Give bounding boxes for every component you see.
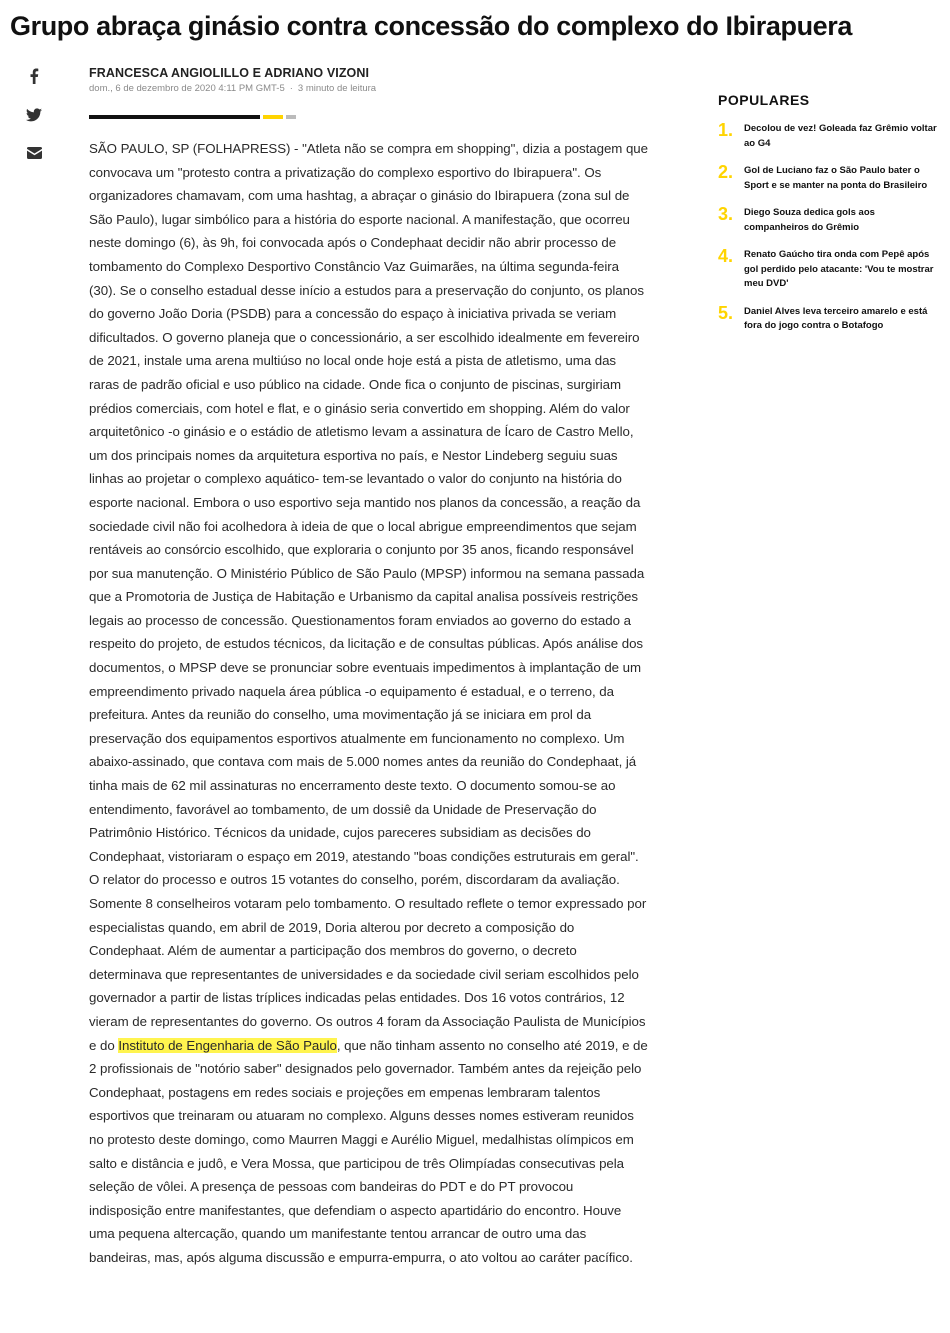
reading-time: 3 minuto de leitura bbox=[297, 83, 377, 94]
popular-sidebar bbox=[718, 92, 940, 345]
meta-separator: · bbox=[289, 83, 293, 94]
popular-title[interactable]: Diego Souza dedica gols aos companheiros do Grêmio bbox=[744, 207, 875, 233]
body-text-part-1: SÃO PAULO, SP (FOLHAPRESS) - "Atleta não se compra em shopping", dizia a postagem que convocava um "protesto contra a privatização do complexo esportivo do Ibirapuera". Os organizadores chamavam, com uma hashtag, a abraçar o ginásio do Ibirapuera (zona sul de São Paulo), lugar simbólico para a história do esporte nacional. A manifestação, que ocorreu neste domingo (6), às 9h, foi convocada após o Condephaat decidir não abrir processo de tombamento do Complexo Desportivo Constâncio Vaz Guimarães, na última segunda-feira (30). Se o conselho estadual desse início a estudos para a preservação do conjunto, os planos do governo João Doria (PSDB) para a concessão do espaço à iniciativa privada se veriam dificultados. O governo planeja que o concessionário, a ser escolhido idealmente em fevereiro de 2021, instale uma arena multiúso no local onde hoje está a pista de atletismo, uma das raras de padrão oficial e uso público na cidade. Onde fica o conjunto de piscinas, surgiriam prédios comerciais, com hotel e flat, e o ginásio seria convertido em shopping. Além do valor arquitetônico -o ginásio e o estádio de atletismo levam a assinatura de Ícaro de Castro Mello, um dos principais nomes da arquitetura esportiva no país, e Nestor Lindeberg seguiu suas linhas ao projetar o complexo aquático- tem-se levantado o valor do conjunto na história do esporte nacional. Embora o uso esportivo seja mantido nos planos da concessão, a reação da sociedade civil não foi acolhedora à ideia de que o local abrigue empreendimentos que sejam rentáveis ao consórcio escolhido, que exploraria o conjunto por 35 anos, ficando responsável por sua manutenção. O Ministério Público de São Paulo (MPSP) informou na semana passada que a Promotoria de Justiça de Habitação e Urbanismo da capital analisa possíveis restrições legais ao processo de concessão. Questionamentos foram enviados ao governo do estado a respeito do projeto, de estudos técnicos, da licitação e de consultas públicas. Após análise dos documentos, o MPSP deve se pronunciar sobre eventuais impedimentos à implantação de um empreendimento privado naquela área pública -o equipamento é estadual, e o terreno, da prefeitura. Antes da reunião do conselho, uma movimentação já se iniciara em prol da preservação dos equipamentos esportivos atualmente em funcionamento no complexo. Um abaixo-assinado, que contava com mais de 5.000 nomes antes da reunião do Condephaat, já tinha mais de 62 mil assinaturas no encerramento deste texto. O documento somou-se ao entendimento, favorável ao tombamento, de um dossiê da Unidade de Preservação do Patrimônio Histórico. Técnicos da unidade, cujos pareceres subsidiam as decisões do Condephaat, vistoriaram o espaço em 2019, atestando "boas condições estruturais em geral". O relator do processo e outros 15 votantes do conselho, porém, discordaram da avaliação. Somente 8 conselheiros votaram pelo tombamento. O resultado reflete o temor expressado por especialistas quando, em abril de 2019, Doria alterou por decreto a composição do Condephaat. Além de aumentar a participação dos membros do governo, o decreto determinava que representantes de universidades e da sociedade civil seriam escolhidos pelo governador a partir de listas tríplices indicadas pelas entidades. Dos 16 votos contrários, 12 vieram de representantes do governo. Os outros 4 foram da Associação Paulista de Municípios e do bbox=[89, 141, 648, 1053]
body-text-part-2: , que não tinham assento no conselho até 2019, e de 2 profissionais de "notório saber" designados pelo governador. Também antes da rejeição pelo Condephaat, postagens em redes sociais e projeções em empenas lembraram talentos esportivos que treinaram ou atuaram no complexo. Alguns desses nomes estiveram reunidos no protesto deste domingo, como Maurren Maggi e Aurélio Miguel, medalhistas olímpicos em salto e distância e judô, e Vera Mossa, que participou de três Olimpíadas consecutivas pela seleção de vôlei. A presença de pessoas com bandeiras do PDT e do PT provocou indisposição entre manifestantes, que defendiam o aspecto apartidário do encontro. Houve uma pequena altercação, quando um manifestante tentou arrancar de outro uma das bandeiras, mas, após alguma discussão e empurra-empurra, o ato voltou ao caráter pacífico. bbox=[89, 1037, 648, 1265]
popular-title[interactable]: Renato Gaúcho tira onda com Pepê após gol perdido pelo atacante: 'Vou te mostrar meu DVD' bbox=[744, 249, 934, 289]
sidebar-title: POPULARES bbox=[718, 92, 810, 108]
popular-item-4[interactable] bbox=[718, 246, 940, 292]
byline-divider bbox=[89, 115, 299, 119]
divider-yellow bbox=[263, 115, 283, 119]
popular-rank: 3. bbox=[718, 204, 734, 224]
popular-title[interactable]: Gol de Luciano faz o São Paulo bater o Sport e se manter na ponta do Brasileiro bbox=[744, 165, 928, 191]
publish-date: dom., 6 de dezembro de 2020 4:11 PM GMT-5 bbox=[89, 83, 285, 94]
facebook-icon[interactable] bbox=[24, 66, 44, 86]
popular-item-1[interactable] bbox=[718, 120, 940, 151]
divider-black bbox=[89, 115, 260, 119]
popular-title[interactable]: Decolou de vez! Goleada faz Grêmio voltar ao G4 bbox=[744, 123, 937, 149]
twitter-icon[interactable] bbox=[24, 105, 44, 125]
popular-rank: 1. bbox=[718, 120, 734, 140]
article-body bbox=[89, 137, 649, 1270]
popular-rank: 2. bbox=[718, 162, 734, 182]
article-paragraph bbox=[89, 137, 649, 1270]
popular-item-5[interactable] bbox=[718, 303, 940, 334]
article-headline: Grupo abraça ginásio contra concessão do complexo do Ibirapuera bbox=[10, 11, 853, 41]
popular-item-3[interactable] bbox=[718, 204, 940, 235]
divider-gray bbox=[286, 115, 296, 119]
popular-item-2[interactable] bbox=[718, 162, 940, 193]
popular-rank: 4. bbox=[718, 246, 734, 266]
article-meta bbox=[89, 83, 376, 94]
highlighted-text[interactable]: Instituto de Engenharia de São Paulo bbox=[118, 1037, 337, 1053]
email-icon[interactable] bbox=[24, 143, 44, 163]
popular-title[interactable]: Daniel Alves leva terceiro amarelo e está fora do jogo contra o Botafogo bbox=[744, 305, 928, 331]
popular-rank: 5. bbox=[718, 302, 734, 323]
article-byline: FRANCESCA ANGIOLILLO E ADRIANO VIZONI bbox=[89, 66, 370, 80]
